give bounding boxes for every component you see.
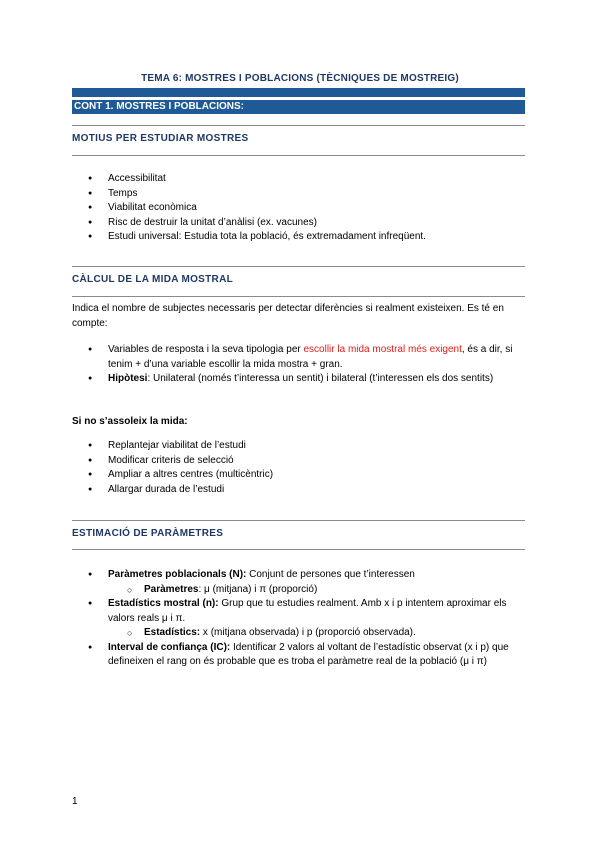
section-bar: CONT 1. MOSTRES I POBLACIONS: bbox=[72, 100, 525, 114]
term: Paràmetres bbox=[144, 583, 199, 595]
item-text: Conjunt de persones que t’interessen bbox=[246, 569, 415, 580]
document-title: TEMA 6: MOSTRES I POBLACIONS (TÈCNIQUES DE MOSTREIG) bbox=[141, 73, 459, 84]
item-text: : μ (mitjana) i π (proporció) bbox=[198, 583, 318, 595]
divider bbox=[72, 520, 525, 521]
divider bbox=[72, 296, 525, 297]
item-text: Grup que tu estudies realment. Amb x i p intentem aproximar els valors reals μ i π. bbox=[108, 598, 507, 624]
estimacio-list bbox=[72, 568, 525, 670]
list-item: ● Estudi universal: Estudia tota la població, és extremadament infreqüent. bbox=[72, 230, 525, 245]
divider bbox=[72, 125, 525, 126]
list-item bbox=[72, 343, 525, 372]
term: Hipòtesi bbox=[108, 373, 148, 384]
term: Interval de confiança (IC): bbox=[108, 641, 231, 653]
item-text: , és a dir, si tenim + d’una variable escollir la mida mostra + gran. bbox=[108, 344, 513, 370]
no-mida-label: Si no s’assoleix la mida: bbox=[72, 416, 188, 427]
no-mida-list bbox=[72, 439, 525, 497]
item-text: : Unilateral (només t’interessa un sentit) i bilateral (t’interessen els dos sentits) bbox=[147, 373, 494, 384]
term: Paràmetres poblacionals (N): bbox=[108, 569, 247, 580]
divider bbox=[72, 549, 525, 550]
calcul-list bbox=[72, 343, 525, 387]
heading-motius: MOTIUS PER ESTUDIAR MOSTRES bbox=[72, 133, 249, 144]
sub-list-item bbox=[72, 583, 525, 598]
list-item bbox=[72, 597, 525, 626]
list-item: ● Ampliar a altres centres (multicèntric) bbox=[72, 468, 525, 483]
divider bbox=[72, 266, 525, 267]
item-text: Variables de resposta i la seva tipologia per bbox=[108, 344, 304, 355]
list-item: ● Temps bbox=[72, 187, 525, 202]
item-text: Identificar 2 valors al voltant de l’estadístic observat (x i p) que defineixen el rang on és probable que es troba el paràmetre real de la població (μ i π) bbox=[108, 641, 509, 667]
calcul-intro: Indica el nombre de subjectes necessaris per detectar diferències si realment existeixen. Es té en compte: bbox=[72, 303, 504, 329]
divider bbox=[72, 155, 525, 156]
list-item bbox=[72, 568, 525, 583]
page-number: 1 bbox=[72, 796, 78, 807]
list-item: ● Allargar durada de l’estudi bbox=[72, 483, 525, 498]
motius-list bbox=[72, 172, 525, 245]
term: Estadístics mostral (n): bbox=[108, 598, 219, 609]
highlight-text: escollir la mida mostral més exigent bbox=[303, 344, 462, 355]
heading-calcul: CÀLCUL DE LA MIDA MOSTRAL bbox=[72, 274, 234, 285]
list-item: ● Accessibilitat bbox=[72, 172, 525, 187]
list-item: ● Replantejar viabilitat de l’estudi bbox=[72, 439, 525, 454]
list-item: ● Viabilitat econòmica bbox=[72, 201, 525, 216]
sub-list-item bbox=[72, 626, 525, 641]
heading-estimacio: ESTIMACIÓ DE PARÀMETRES bbox=[72, 528, 224, 539]
item-text: x (mitjana observada) i p (proporció observada). bbox=[200, 627, 416, 638]
term: Estadístics: bbox=[144, 627, 201, 638]
list-item bbox=[72, 641, 525, 670]
list-item: ● Risc de destruir la unitat d’anàlisi (ex. vacunes) bbox=[72, 216, 525, 231]
list-item: ● Modificar criteris de selecció bbox=[72, 454, 525, 469]
title-bar-decoration bbox=[72, 88, 525, 97]
list-item bbox=[72, 372, 525, 387]
